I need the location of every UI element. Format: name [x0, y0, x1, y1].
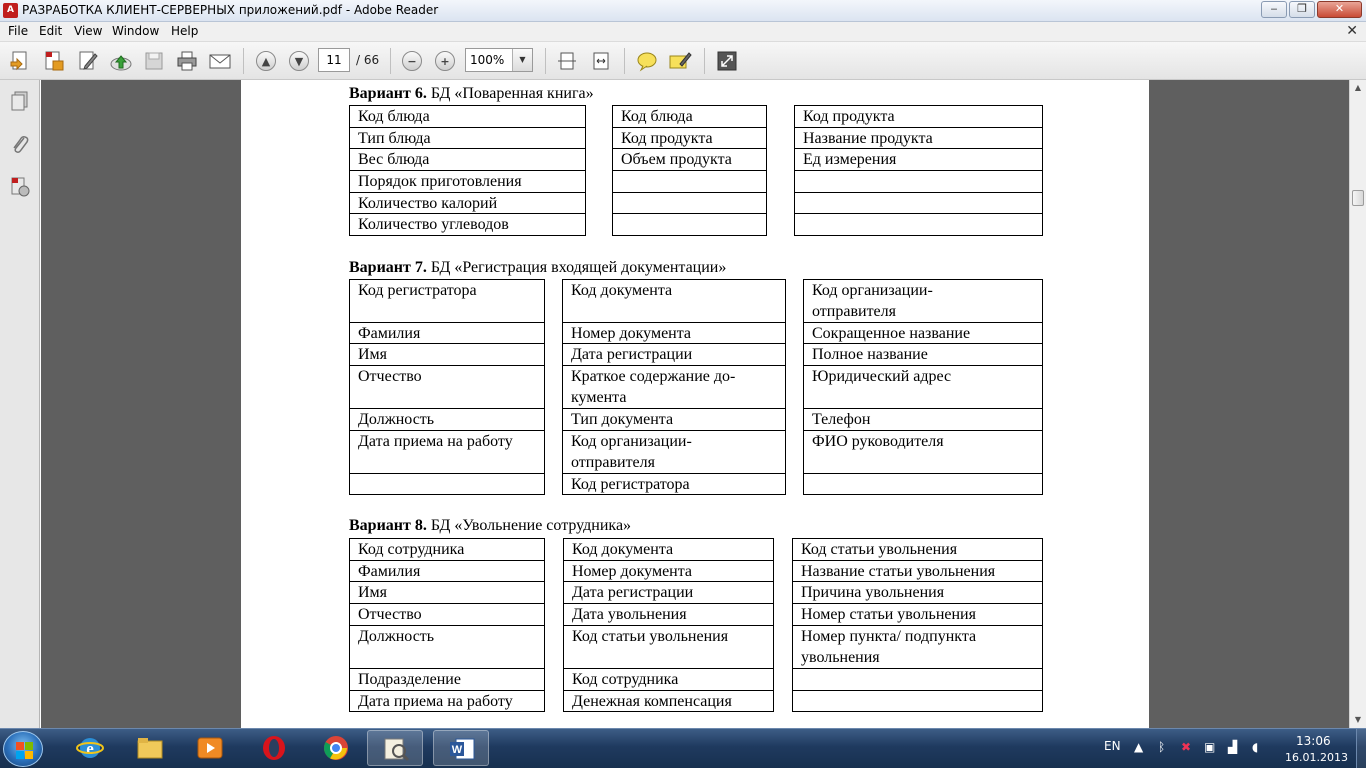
- attachments-icon[interactable]: [9, 133, 31, 155]
- highlight-text-icon[interactable]: [668, 49, 692, 73]
- table-cell: Код статьи увольнения: [563, 625, 774, 669]
- zoom-value: 100%: [470, 53, 505, 67]
- language-indicator[interactable]: EN: [1104, 739, 1121, 753]
- previous-page-icon[interactable]: ▲: [254, 49, 278, 73]
- table-cell: Фамилия: [349, 560, 545, 582]
- start-button[interactable]: [3, 731, 43, 767]
- table-cell: Код сотрудника: [349, 538, 545, 561]
- clock-time[interactable]: 13:06: [1296, 734, 1331, 748]
- show-desktop-button[interactable]: [1356, 729, 1366, 768]
- media-player-icon: [196, 735, 224, 761]
- variant-6-heading: [349, 85, 594, 103]
- fit-page-icon[interactable]: [555, 49, 579, 73]
- menu-help[interactable]: Help: [171, 24, 199, 38]
- internet-explorer-icon: [76, 735, 104, 761]
- menu-file[interactable]: File: [8, 24, 29, 38]
- table-cell: Номер пункта/ подпункта увольнения: [792, 625, 1043, 669]
- table-cell: Подразделение: [349, 668, 545, 691]
- table-cell: [612, 170, 767, 193]
- table-cell: Код продукта: [612, 127, 767, 149]
- volume-icon[interactable]: ◖: [1252, 740, 1259, 754]
- vertical-scrollbar[interactable]: [1349, 80, 1366, 728]
- table-cell: [612, 192, 767, 214]
- table-cell: Дата увольнения: [563, 603, 774, 626]
- word-icon: [448, 736, 476, 762]
- page-number-input[interactable]: 11: [318, 48, 350, 72]
- table-cell: Код документа: [562, 279, 786, 323]
- table-cell: Ед измерения: [794, 148, 1043, 171]
- table-cell: [349, 473, 545, 495]
- table-cell: Вес блюда: [349, 148, 586, 171]
- table-cell: Код документа: [563, 538, 774, 561]
- table-cell: Денежная компенсация: [563, 690, 774, 712]
- clock-date[interactable]: 16.01.2013: [1285, 751, 1348, 764]
- table-cell: Код статьи увольнения: [792, 538, 1043, 561]
- table-cell: Количество углеводов: [349, 213, 586, 236]
- svg-text:e: e: [86, 739, 94, 758]
- table-cell: Телефон: [803, 408, 1043, 431]
- scrollbar-thumb[interactable]: [1352, 190, 1364, 206]
- pdf-app-icon: A: [3, 3, 18, 18]
- table-cell: Объем продукта: [612, 148, 767, 171]
- title-bar: [0, 0, 1366, 22]
- table-cell: Код блюда: [349, 105, 586, 128]
- create-pdf-icon[interactable]: [8, 49, 32, 73]
- table-cell: Название статьи увольнения: [792, 560, 1043, 582]
- minimize-button[interactable]: ‒: [1261, 1, 1287, 18]
- page-count: / 66: [356, 53, 380, 67]
- table-cell: Количество калорий: [349, 192, 586, 214]
- table-cell: Отчество: [349, 603, 545, 626]
- toolbar: [0, 42, 1366, 80]
- table-cell: Отчество: [349, 365, 545, 409]
- sticky-note-icon[interactable]: [635, 49, 659, 73]
- menu-window[interactable]: Window: [112, 24, 160, 38]
- table-cell: Сокращенное название: [803, 322, 1043, 344]
- taskbar-media-player[interactable]: [182, 730, 238, 766]
- next-page-icon[interactable]: ▼: [287, 49, 311, 73]
- table-cell: Номер статьи увольнения: [792, 603, 1043, 626]
- table-cell: [794, 192, 1043, 214]
- table-cell: Код продукта: [794, 105, 1043, 128]
- save-icon[interactable]: [142, 49, 166, 73]
- table-cell: Дата приема на работу: [349, 690, 545, 712]
- print-icon[interactable]: [175, 49, 199, 73]
- scroll-up-icon[interactable]: ▲: [1354, 83, 1362, 92]
- variant-8-heading: [349, 517, 631, 535]
- table-cell: Имя: [349, 581, 545, 604]
- table-cell: [794, 213, 1043, 236]
- svg-text:W: W: [451, 744, 463, 756]
- taskbar-explorer[interactable]: [122, 730, 178, 766]
- email-icon[interactable]: [208, 49, 232, 73]
- table-cell: Имя: [349, 343, 545, 366]
- table-cell: [794, 170, 1043, 193]
- table-cell: Дата регистрации: [562, 343, 786, 366]
- page-thumbnails-icon[interactable]: [9, 90, 31, 112]
- zoom-select[interactable]: [465, 48, 533, 72]
- maximize-button[interactable]: ❐: [1289, 1, 1315, 18]
- zoom-in-icon[interactable]: +: [433, 49, 457, 73]
- table-cell: [803, 473, 1043, 495]
- table-cell: Должность: [349, 408, 545, 431]
- menu-edit[interactable]: Edit: [39, 24, 63, 38]
- variant-8-title: БД «Увольнение сотрудника»: [430, 517, 632, 534]
- table-cell: Номер документа: [562, 322, 786, 344]
- document-viewer-icon: [382, 736, 410, 762]
- network-error-icon[interactable]: ✖: [1181, 740, 1192, 754]
- table-cell: Код регистратора: [349, 279, 545, 323]
- chrome-icon: [322, 735, 350, 761]
- window-title: РАЗРАБОТКА КЛИЕНТ-СЕРВЕРНЫХ приложений.pdf - Adobe Reader: [22, 3, 439, 17]
- table-cell: Код регистратора: [562, 473, 786, 495]
- table-cell: ФИО руководителя: [803, 430, 1043, 474]
- table-cell: Должность: [349, 625, 545, 669]
- table-cell: Код сотрудника: [563, 668, 774, 691]
- table-cell: Юридический адрес: [803, 365, 1043, 409]
- table-cell: Фамилия: [349, 322, 545, 344]
- table-cell: Краткое содержание до- кумента: [562, 365, 786, 409]
- create-pdf-icon[interactable]: [42, 49, 66, 73]
- full-screen-icon[interactable]: [715, 49, 739, 73]
- show-hidden-icons-icon[interactable]: ▲: [1134, 740, 1144, 754]
- bluetooth-icon[interactable]: ᛒ: [1158, 740, 1166, 754]
- menu-bar: [0, 22, 1366, 42]
- table-cell: [792, 668, 1043, 691]
- close-button[interactable]: ✕: [1317, 1, 1362, 18]
- device-icon[interactable]: ▣: [1204, 740, 1216, 754]
- taskbar-adobe-reader[interactable]: [367, 730, 423, 766]
- table-cell: Код организации- отправителя: [803, 279, 1043, 323]
- variant-7-heading: [349, 259, 726, 277]
- table-cell: Порядок приготовления: [349, 170, 586, 193]
- zoom-out-icon[interactable]: −: [400, 49, 424, 73]
- variant-6-label: Вариант 6.: [349, 85, 427, 102]
- table-cell: Код организации- отправителя: [562, 430, 786, 474]
- variant-6-title: БД «Поваренная книга»: [430, 85, 594, 102]
- edit-pdf-icon[interactable]: [76, 49, 100, 73]
- folder-icon: [136, 735, 164, 761]
- table-cell: Полное название: [803, 343, 1043, 366]
- table-cell: Код блюда: [612, 105, 767, 128]
- table-cell: Тип блюда: [349, 127, 586, 149]
- variant-7-title: БД «Регистрация входящей документации»: [430, 259, 727, 276]
- table-cell: Название продукта: [794, 127, 1043, 149]
- table-cell: [612, 213, 767, 236]
- table-cell: Дата приема на работу: [349, 430, 545, 474]
- signal-strength-icon[interactable]: ▟: [1228, 740, 1238, 754]
- table-cell: Номер документа: [563, 560, 774, 582]
- taskbar-opera[interactable]: [246, 730, 302, 766]
- variant-7-label: Вариант 7.: [349, 259, 427, 276]
- scroll-down-icon[interactable]: ▼: [1354, 715, 1362, 724]
- variant-8-label: Вариант 8.: [349, 517, 427, 534]
- table-cell: Тип документа: [562, 408, 786, 431]
- navigation-panel: [0, 80, 40, 728]
- table-cell: Причина увольнения: [792, 581, 1043, 604]
- opera-icon: [260, 735, 288, 761]
- taskbar-chrome[interactable]: [308, 730, 364, 766]
- taskbar-word[interactable]: [433, 730, 489, 766]
- chevron-down-icon[interactable]: ▼: [512, 49, 532, 71]
- table-cell: [792, 690, 1043, 712]
- upload-cloud-icon[interactable]: [109, 49, 133, 73]
- menu-view[interactable]: View: [74, 24, 103, 38]
- signatures-icon[interactable]: [9, 176, 31, 198]
- table-cell: Дата регистрации: [563, 581, 774, 604]
- fit-width-icon[interactable]: [589, 49, 613, 73]
- taskbar-internet-explorer[interactable]: [62, 730, 118, 766]
- close-document-icon[interactable]: ✕: [1346, 23, 1358, 39]
